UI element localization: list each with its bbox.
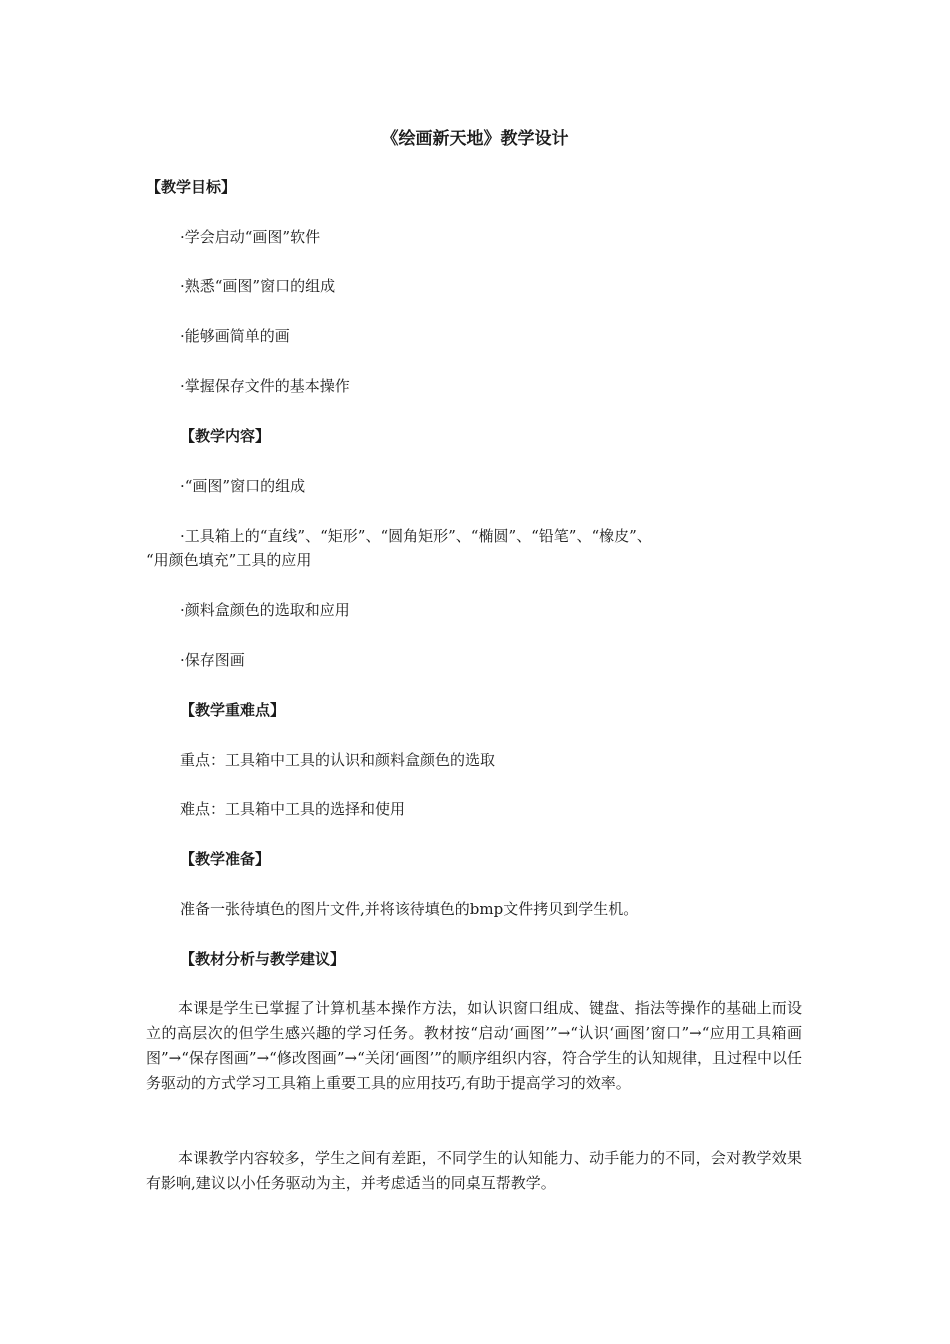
content-item: ·颜料盒颜色的选取和应用 <box>180 601 350 619</box>
key-point-focus: 重点：工具箱中工具的认识和颜料盒颜色的选取 <box>180 751 496 769</box>
objective-item: ·熟悉“画图”窗口的组成 <box>180 277 336 295</box>
document-title: 《绘画新天地》教学设计 <box>381 129 569 149</box>
objective-item: ·学会启动“画图”软件 <box>180 228 321 246</box>
objectives-heading: 【教学目标】 <box>146 178 237 196</box>
objective-item: ·能够画简单的画 <box>180 327 290 345</box>
analysis-paragraph: 本课是学生已掌握了计算机基本操作方法，如认识窗口组成、键盘、指法等操作的基础上而设立的高层次的但学生感兴趣的学习任务。教材按“启动‘画图’”→“认识‘画图’窗口”→“应用工具箱画图”→“保存图画”→“修改图画”→“关闭‘画图’”的顺序组织内容，符合学生的认知规律，且过程中以任务驱动的方式学习工具箱上重要工具的应用技巧,有助于提高学习的效率。 <box>146 999 802 1092</box>
preparation-text: 准备一张待填色的图片文件,并将该待填色的bmp文件拷贝到学生机。 <box>180 900 639 918</box>
key-point-difficulty: 难点：工具箱中工具的选择和使用 <box>180 800 406 818</box>
analysis-paragraph: 本课教学内容较多，学生之间有差距，不同学生的认知能力、动手能力的不同，会对教学效果有影响,建议以小任务驱动为主，并考虑适当的同桌互帮教学。 <box>146 1149 802 1192</box>
analysis-heading: 【教材分析与教学建议】 <box>180 950 346 968</box>
content-item: ·保存图画 <box>180 651 245 669</box>
objective-item: ·掌握保存文件的基本操作 <box>180 377 350 395</box>
content-heading: 【教学内容】 <box>180 427 271 445</box>
content-item: ·“画图”窗口的组成 <box>180 477 306 495</box>
content-item-continuation: “用颜色填充”工具的应用 <box>146 551 312 569</box>
content-item: ·工具箱上的“直线”、“矩形”、“圆角矩形”、“椭圆”、“铅笔”、“橡皮”、 <box>180 527 652 545</box>
preparation-heading: 【教学准备】 <box>180 850 271 868</box>
key-points-heading: 【教学重难点】 <box>180 701 286 719</box>
